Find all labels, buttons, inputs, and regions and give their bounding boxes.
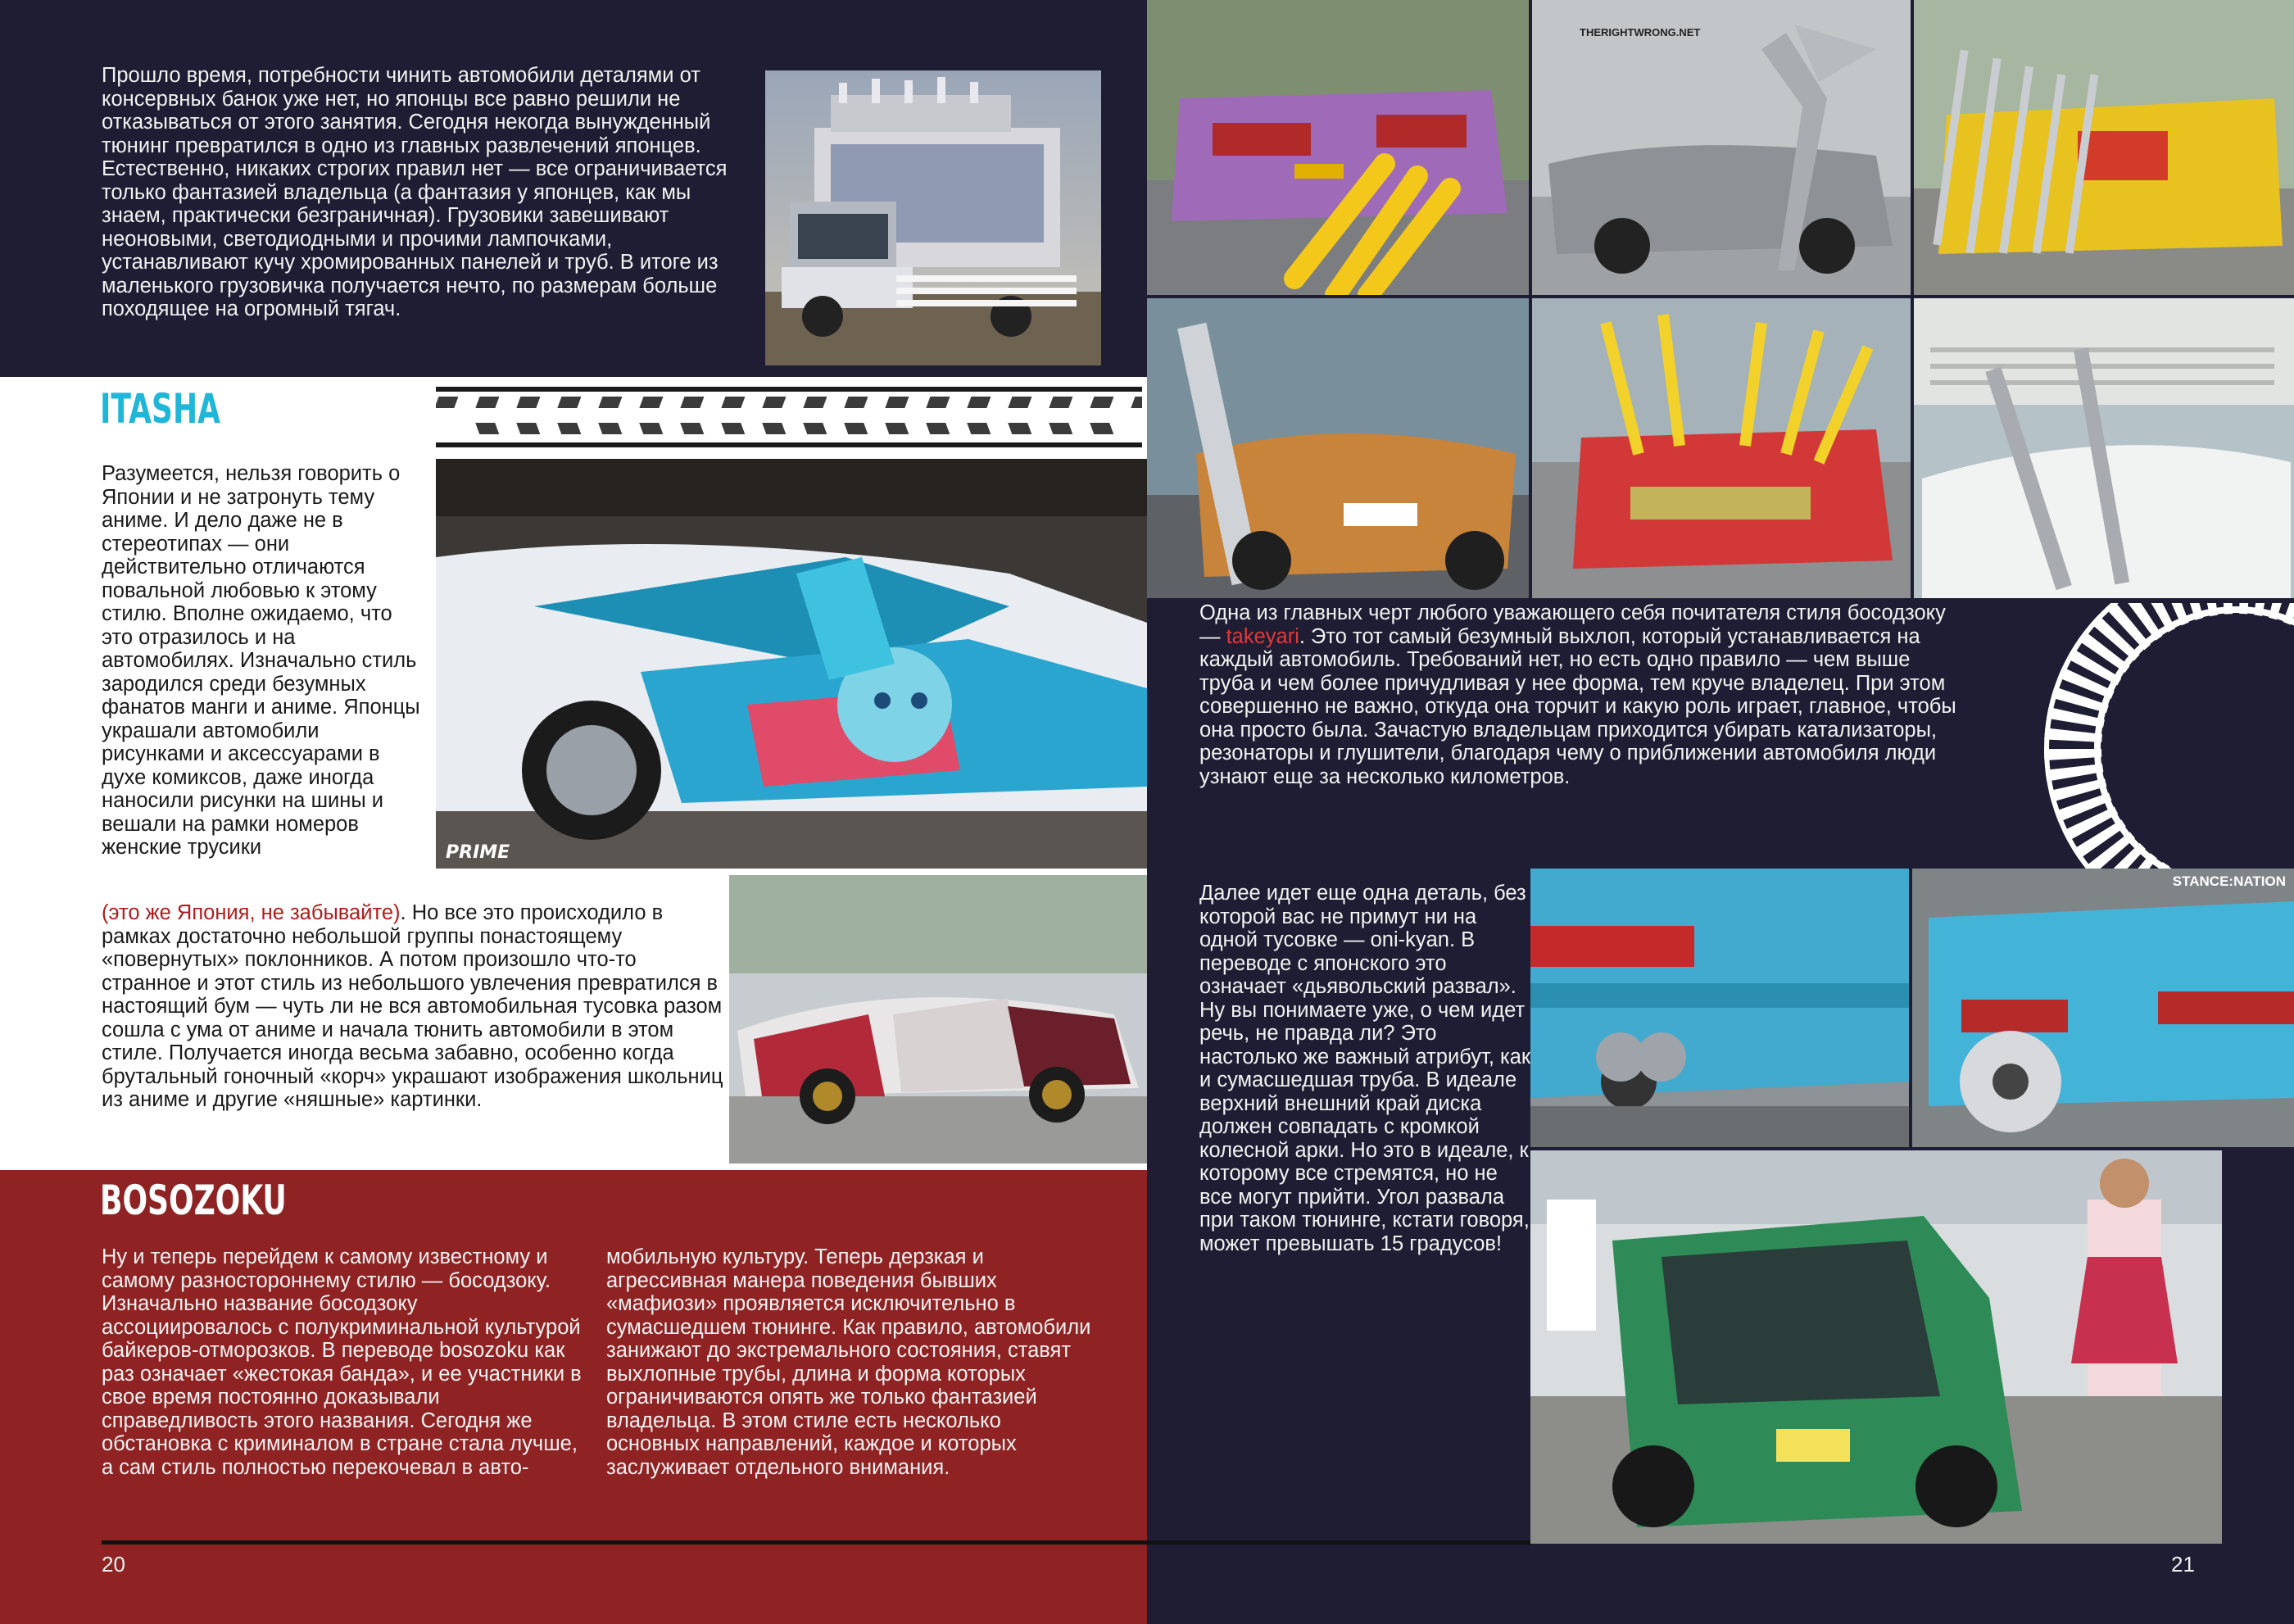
takeyari-paragraph	[1199, 601, 1970, 788]
itasha-highlight: (это же Япония, не забывайте)	[102, 901, 401, 924]
page-number-left: 20	[102, 1552, 125, 1576]
itasha-text-wide	[102, 883, 724, 1112]
bosozoku-photo-red-gold	[1532, 298, 1911, 598]
bosozoku-photo-white	[1914, 298, 2294, 598]
onikyan-paragraph: Далее идет еще одна деталь, без которой вас не примут ни на одной тусовке — oni-kyan. В переводе с японского это означает «дьявольский развал». Ну вы понимаете уже, о чем идет речь, не правда ли? Это настолько же важный атрибут, как и сумасшедшая труба. В идеале верхний внешний край диска должен совпадать с кромкой колесной арки. Но это в идеале, к которому все стремятся, но не все могут прийти. Угол развала при таком тюнинге, кстати говоря, может превышать 15 градусов!	[1199, 882, 1531, 1255]
stance-watermark: STANCE:NATION	[2172, 873, 2286, 889]
takeyari-text-before: Одна из главных черт любого уважающего себя почитателя стиля босодзоку —	[1199, 601, 1946, 648]
bosozoku-col2-text: мобильную культуру. Теперь дерзкая и агрессивная манера поведения бывших «мафиози» проявляется исключительно в сумасшедшем тюнинге. Как правило, автомобили занижают до экстремального состояния, ставят выхлопные трубы, длина и форма которых ограничиваются опять же только фантазией владельца. В этом стиле есть несколько основных направлений, каждое и которых заслуживает отдельного внимания.	[606, 1245, 1091, 1479]
itasha-car-photo	[436, 459, 1147, 869]
bosozoku-photo-purple	[1147, 0, 1529, 295]
itasha-car-photo-2	[729, 875, 1147, 1164]
page-number-right: 21	[2171, 1552, 2195, 1576]
takeyari-keyword: takeyari	[1226, 624, 1299, 648]
intro-text-block	[102, 64, 757, 321]
bosozoku-heading: BOSOZOKU	[100, 1177, 287, 1224]
footer-rule-left	[102, 1540, 1147, 1545]
stance-photo-green	[1530, 1150, 2222, 1544]
dekotora-truck-photo	[765, 70, 1101, 365]
bosozoku-photo-leopard	[1147, 298, 1529, 598]
takeyari-text-block	[1199, 601, 1970, 788]
stance-photo-blue-right	[1912, 869, 2294, 1147]
bosozoku-column-1	[102, 1245, 585, 1479]
bosozoku-col1-text: Ну и теперь перейдем к самому известному и самому разностороннему стилю — босодзоку. Изначально название босодзоку ассоциировалось с полукриминальной культурой байкеров-отморозков. В переводе bosozoku как раз означает «жестокая банда», и ее участники в свое время постоянно доказывали справедливость этого названия. Сегодня же обстановка с криминалом в стране стала лучше, а сам стиль полностью перекочевал в авто-	[102, 1245, 582, 1479]
itasha-heading: ITASHA	[100, 385, 220, 433]
intro-paragraph: Прошло время, потребности чинить автомобили деталями от консервных банок уже нет, но японцы все равно решили не отказываться от этого занятия. Сегодня некогда вынужденный тюнинг превратился в одно из главных развлечений японцев. Естественно, никаких строгих правил нет — все ограничивается только фантазией владельца (а фантазия у японцев, как мы знаем, практически безграничная). Грузовики завешивают неоновыми, светодиодными и прочими лампочками, устанавливают кучу хромированных панелей и труб. В итоге из маленького грузовичка получается нечто, по размерам больше походящее на огромный тягач.	[102, 64, 728, 320]
site-watermark: THERIGHTWRONG.NET	[1580, 26, 1701, 39]
onikyan-text-block	[1199, 882, 1535, 1255]
bosozoku-column-2	[606, 1245, 1098, 1479]
itasha-paragraph-end	[102, 901, 724, 1112]
stance-right-dark-strip	[2225, 1150, 2294, 1624]
tire-track-decoration	[436, 382, 1142, 452]
stance-photo-blue-left	[1530, 869, 1909, 1147]
takeyari-text-after: . Это тот самый безумный выхлоп, который устанавливается на каждый автомобиль. Требований нет, но есть одно правило — чем выше труба и чем более причудливая у нее форма, тем круче владелец. При этом совершенно не важно, откуда она торчит и какую роль играет, главное, чтобы она просто была. Зачастую владельцам приходится убирать катализаторы, резонаторы и глушители, благодаря чему о приближении автомобиля люди узнают еще за несколько километров.	[1199, 624, 1956, 788]
itasha-text-narrow	[102, 462, 424, 860]
bosozoku-photo-yellow	[1914, 0, 2294, 295]
prime-watermark: PRIME	[446, 842, 510, 863]
footer-rule-right	[1147, 1540, 1530, 1545]
itasha-paragraph-start: Разумеется, нельзя говорить о Японии и не затронуть тему аниме. И дело даже не в стереотипах — они действительно отличаются повальной любовью к этому стилю. Вполне ожидаемо, что это отразилось и на автомобилях. Изначально стиль зародился среди безумных фанатов манги и аниме. Японцы украшали автомобили рисунками и аксессуарами в духе комиксов, даже иногда наносили рисунки на шины и вешали на рамки номеров женские трусики	[102, 462, 420, 859]
bosozoku-photo-silver	[1532, 0, 1911, 295]
tire-circle-decoration	[1966, 603, 2294, 895]
itasha-text-after: . Но все это происходило в рамках достаточно небольшой группы понастоящему «повернутых» поклонников. А потом произошло что-то странное и этот стиль из небольшого увлечения превратился в настоящий бум — чуть ли не вся автомобильная тусовка разом сошла с ума от аниме и начала тюнить автомобили в этом стиле. Получается иногда весьма забавно, особенно когда брутальный гоночный «корч» украшают изображения школьниц из аниме и другие «няшные» картинки.	[102, 901, 723, 1111]
